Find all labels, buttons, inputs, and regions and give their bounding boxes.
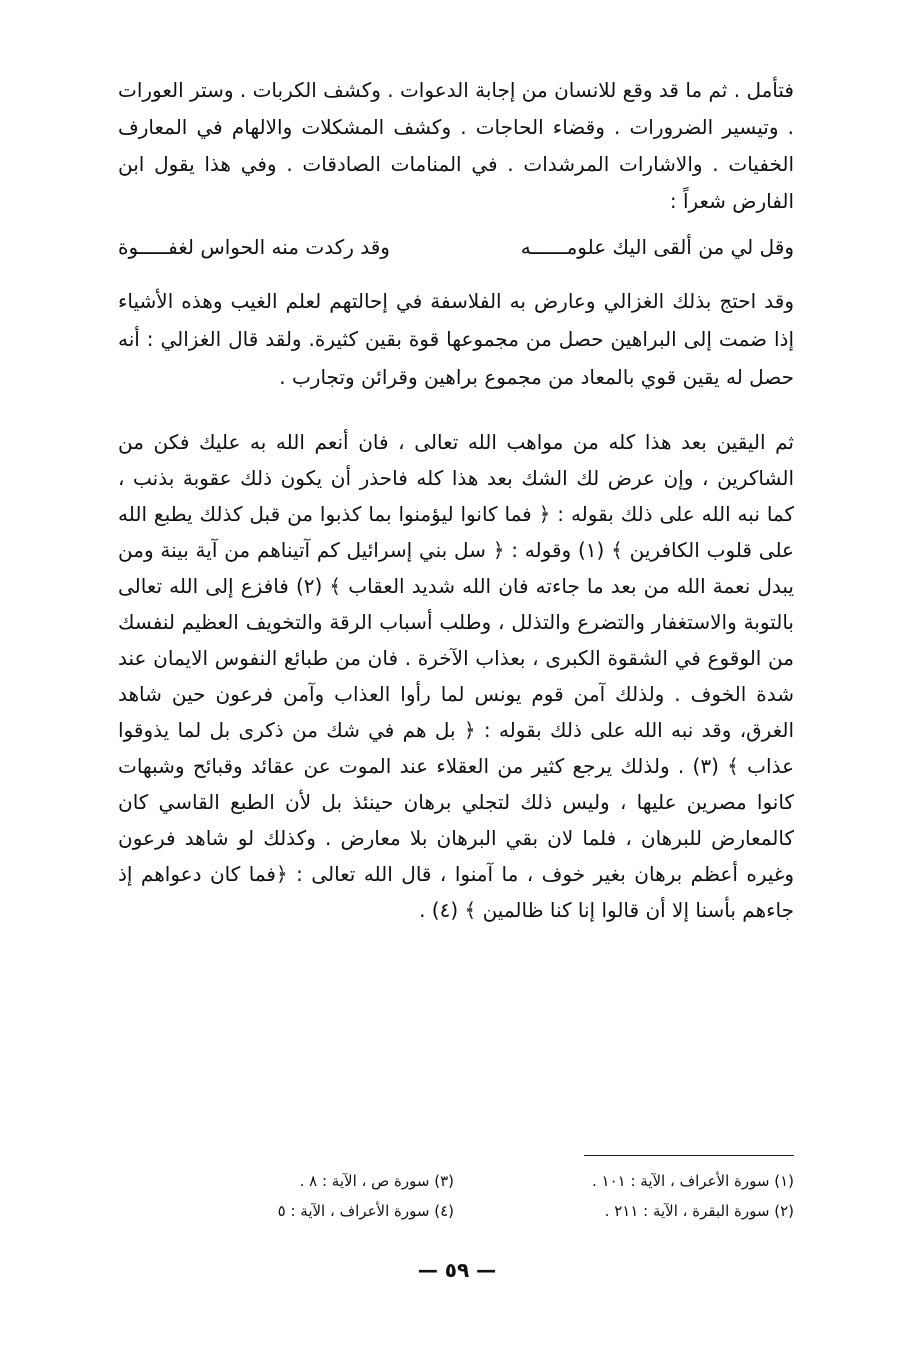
verse-right-hemistich: وقل لي من ألقى اليك علومــــــه [520, 235, 794, 259]
paragraph-certainty: ثم اليقين بعد هذا كله من مواهب الله تعالى ، فان أنعم الله به عليك فكن من الشاكرين ، وإن عرض لك الشك بعد هذا كله فاحذر أن يكون ذلك عقوبة بذنب ، كما نبه الله على ذلك بقوله : ﴿ فما كانوا ليؤمنوا بما كذبوا من قبل كذلك يطبع الله على قلوب الكافرين ﴾ (١) وقوله : ﴿ سل بني إسرائيل كم آتيناهم من آية بينة ومن يبدل نعمة الله من بعد ما جاءته فان الله شديد العقاب ﴾ (٢) فافزع إلى الله تعالى بالتوبة والاستغفار والتضرع والتذلل ، وطلب أسباب الرقة والتخويف العظيم لنفسك من الوقوع في الشقوة الكبرى ، بعذاب الآخرة . فان من طبائع النفوس الايمان عند شدة الخوف . ولذلك آمن قوم يونس لما رأوا العذاب وآمن فرعون حين شاهد الغرق، وقد نبه الله على ذلك بقوله : ﴿ بل هم في شك من ذكرى بل لما يذوقوا عذاب ﴾ (٣) . ولذلك يرجع كثير من العقلاء عند الموت عن عقائد وقبائح وشبهات كانوا مصرين عليها ، وليس ذلك لتجلي برهان حينئذ بل لأن الطبع القاسي كان كالمعارض للبرهان ، فلما لان بقي البرهان بلا معارض . وكذلك لو شاهد فرعون وغيره أعظم برهان بغير خوف ، ما آمنوا ، قال الله تعالى : ﴿فما كان دعواهم إذ جاءهم بأسنا إلا أن قالوا إنا كنا ظالمين ﴾ (٤) . [118, 430, 795, 922]
footnote-3: (٣) سورة ص ، الآية : ٨ . [299, 1172, 454, 1190]
footnotes [154, 1168, 794, 1224]
page-body [118, 72, 794, 928]
footnote-2: (٢) سورة البقرة ، الآية : ٢١١ . [604, 1202, 794, 1220]
footnote-1: (١) سورة الأعراف ، الآية : ١٠١ . [591, 1172, 794, 1190]
footnote-4: (٤) سورة الأعراف ، الآية : ٥ [277, 1202, 454, 1220]
paragraph-intro: فتأمل . ثم ما قد وقع للانسان من إجابة الدعوات . وكشف الكربات . وستر العورات . وتيسير الضرورات . وقضاء الحاجات . وكشف المشكلات والالهام في المعارف الخفيات . والاشارات المرشدات . في المنامات الصادقات . وفي هذا يقول ابن الفارض شعراً : [118, 78, 794, 213]
verse-left-hemistich: وقد ركدت منه الحواس لغفـــــوة [118, 235, 390, 259]
paragraph-ghazali: وقد احتج بذلك الغزالي وعارض به الفلاسفة في إحالتهم لعلم الغيب وهذه الأشياء إذا ضمت إلى البراهين حصل من مجموعها قوة بقين كثيرة. ولقد قال الغزالي : أنه حصل له يقين قوي بالمعاد من مجموع براهين وقرائن وتجارب . [118, 289, 794, 389]
footnote-divider [584, 1155, 794, 1156]
page-number: — ٥٩ — [417, 1258, 497, 1282]
poem-verse [118, 228, 794, 266]
